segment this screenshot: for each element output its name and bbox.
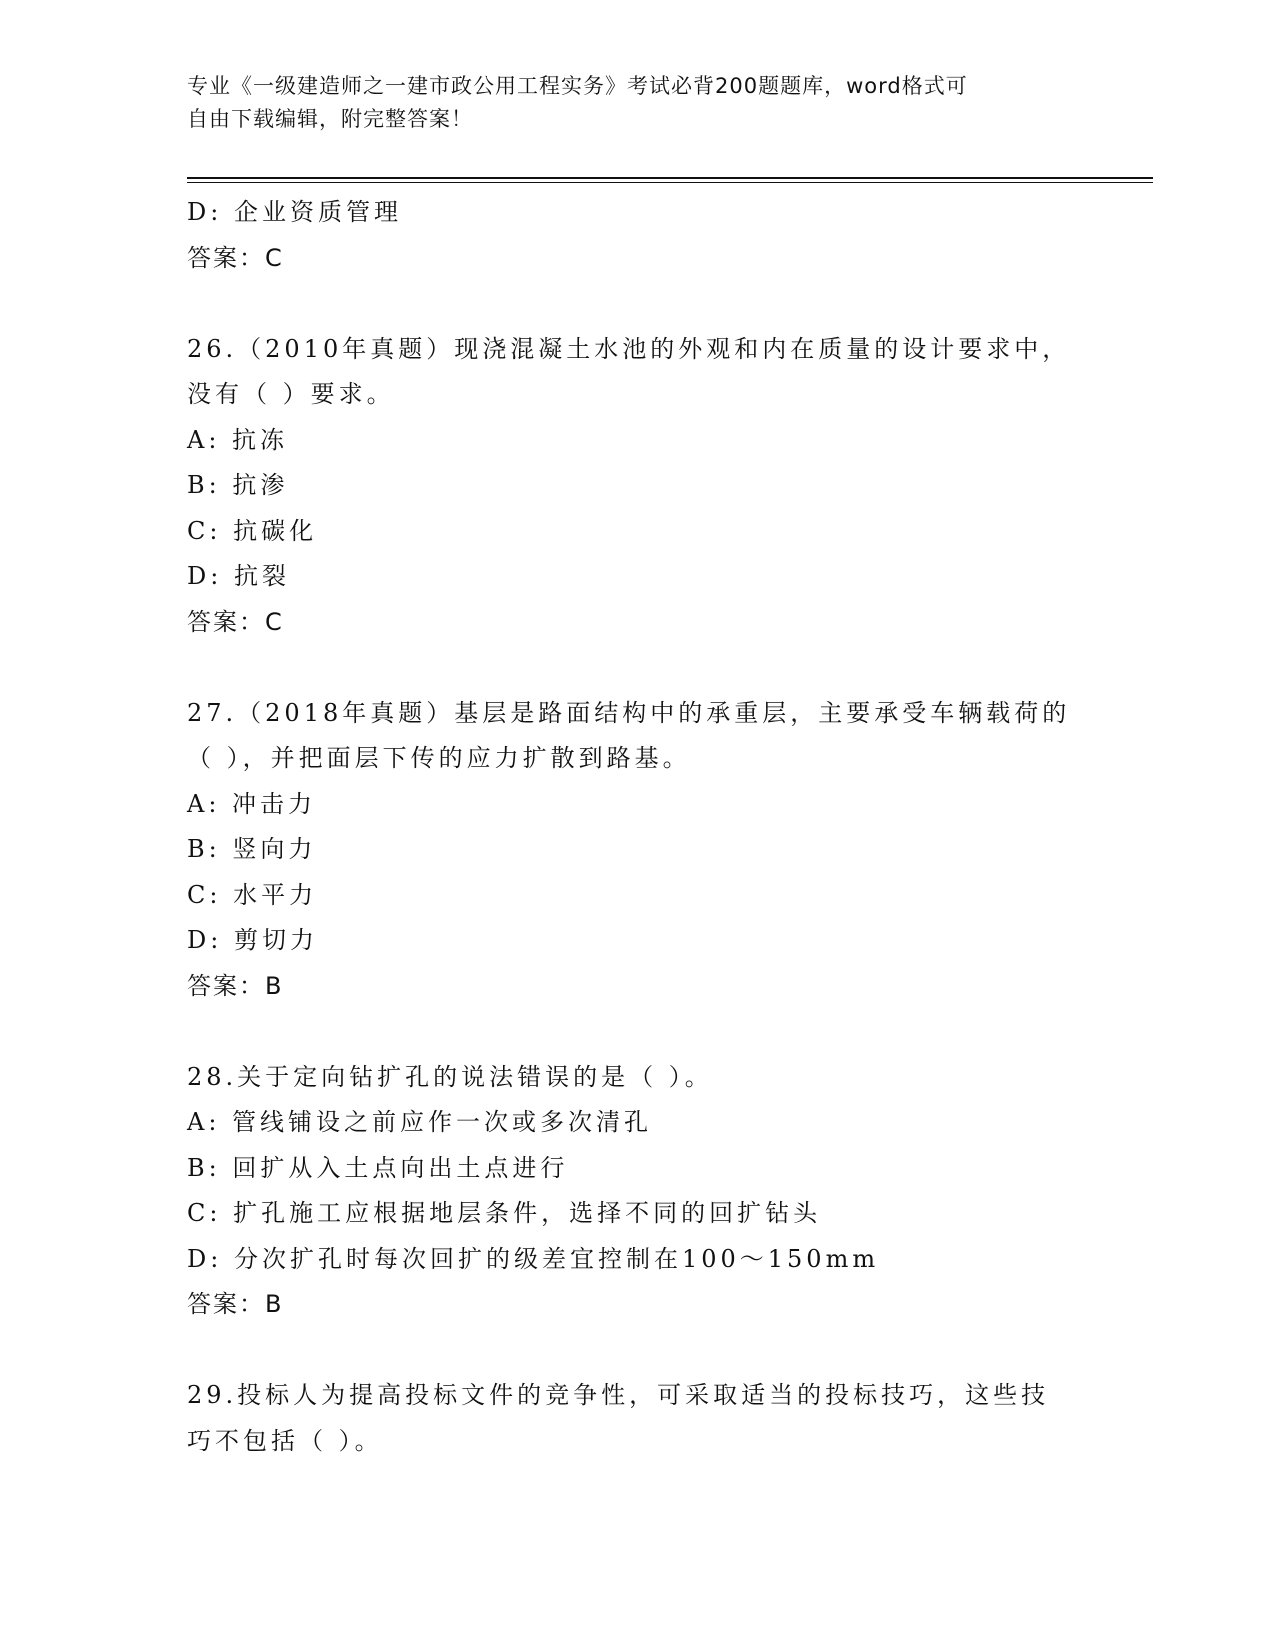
question-stem: 27.（2018年真题）基层是路面结构中的承重层，主要承受车辆载荷的 <box>187 698 1071 727</box>
prev-answer: 答案：C <box>187 243 284 272</box>
question-28 <box>187 1055 1087 1328</box>
option-a: A: 管线铺设之前应作一次或多次清孔 <box>187 1108 653 1136</box>
option-c: C: 水平力 <box>187 880 318 909</box>
answer: 答案：B <box>187 1290 284 1318</box>
header-rule-thin <box>187 182 1153 183</box>
question-stem: 巧不包括（ ）。 <box>187 1426 383 1455</box>
prev-option-d: D: 企业资质管理 <box>187 198 402 226</box>
option-c: C: 抗碳化 <box>187 516 318 545</box>
answer: 答案：B <box>187 971 284 1000</box>
option-b: B: 竖向力 <box>187 835 317 863</box>
question-27 <box>187 691 1087 1010</box>
question-stem: 26.（2010年真题）现浇混凝土水池的外观和内在质量的设计要求中， <box>187 334 1071 363</box>
question-stem: 29.投标人为提高投标文件的竞争性，可采取适当的投标技巧，这些技 <box>187 1381 1050 1409</box>
option-b: B: 回扩从入土点向出土点进行 <box>187 1153 569 1182</box>
header-line-2: 自由下载编辑，附完整答案！ <box>187 107 473 131</box>
spacer <box>187 281 1087 327</box>
option-d: D: 剪切力 <box>187 926 318 954</box>
document-header <box>187 70 1067 136</box>
question-stem: 没有（ ）要求。 <box>187 380 395 408</box>
answer: 答案：C <box>187 607 284 636</box>
spacer <box>187 1328 1087 1374</box>
question-stem: 28.关于定向钻扩孔的说法错误的是（ ）。 <box>187 1062 713 1091</box>
spacer <box>187 645 1087 691</box>
question-26 <box>187 327 1087 646</box>
header-line-1: 专业《一级建造师之一建市政公用工程实务》考试必背200题题库，word格式可 <box>187 74 968 98</box>
question-list <box>187 190 1087 1464</box>
option-b: B: 抗渗 <box>187 471 289 499</box>
option-d: D: 分次扩孔时每次回扩的级差宜控制在100～150mm <box>187 1244 880 1273</box>
option-a: A: 抗冻 <box>187 425 289 454</box>
option-d: D: 抗裂 <box>187 562 290 590</box>
option-a: A: 冲击力 <box>187 789 317 818</box>
question-29 <box>187 1373 1087 1464</box>
spacer <box>187 1009 1087 1055</box>
option-c: C: 扩孔施工应根据地层条件，选择不同的回扩钻头 <box>187 1199 822 1227</box>
header-rule-thick <box>187 177 1153 179</box>
question-stem: （ ），并把面层下传的应力扩散到路基。 <box>187 744 691 772</box>
